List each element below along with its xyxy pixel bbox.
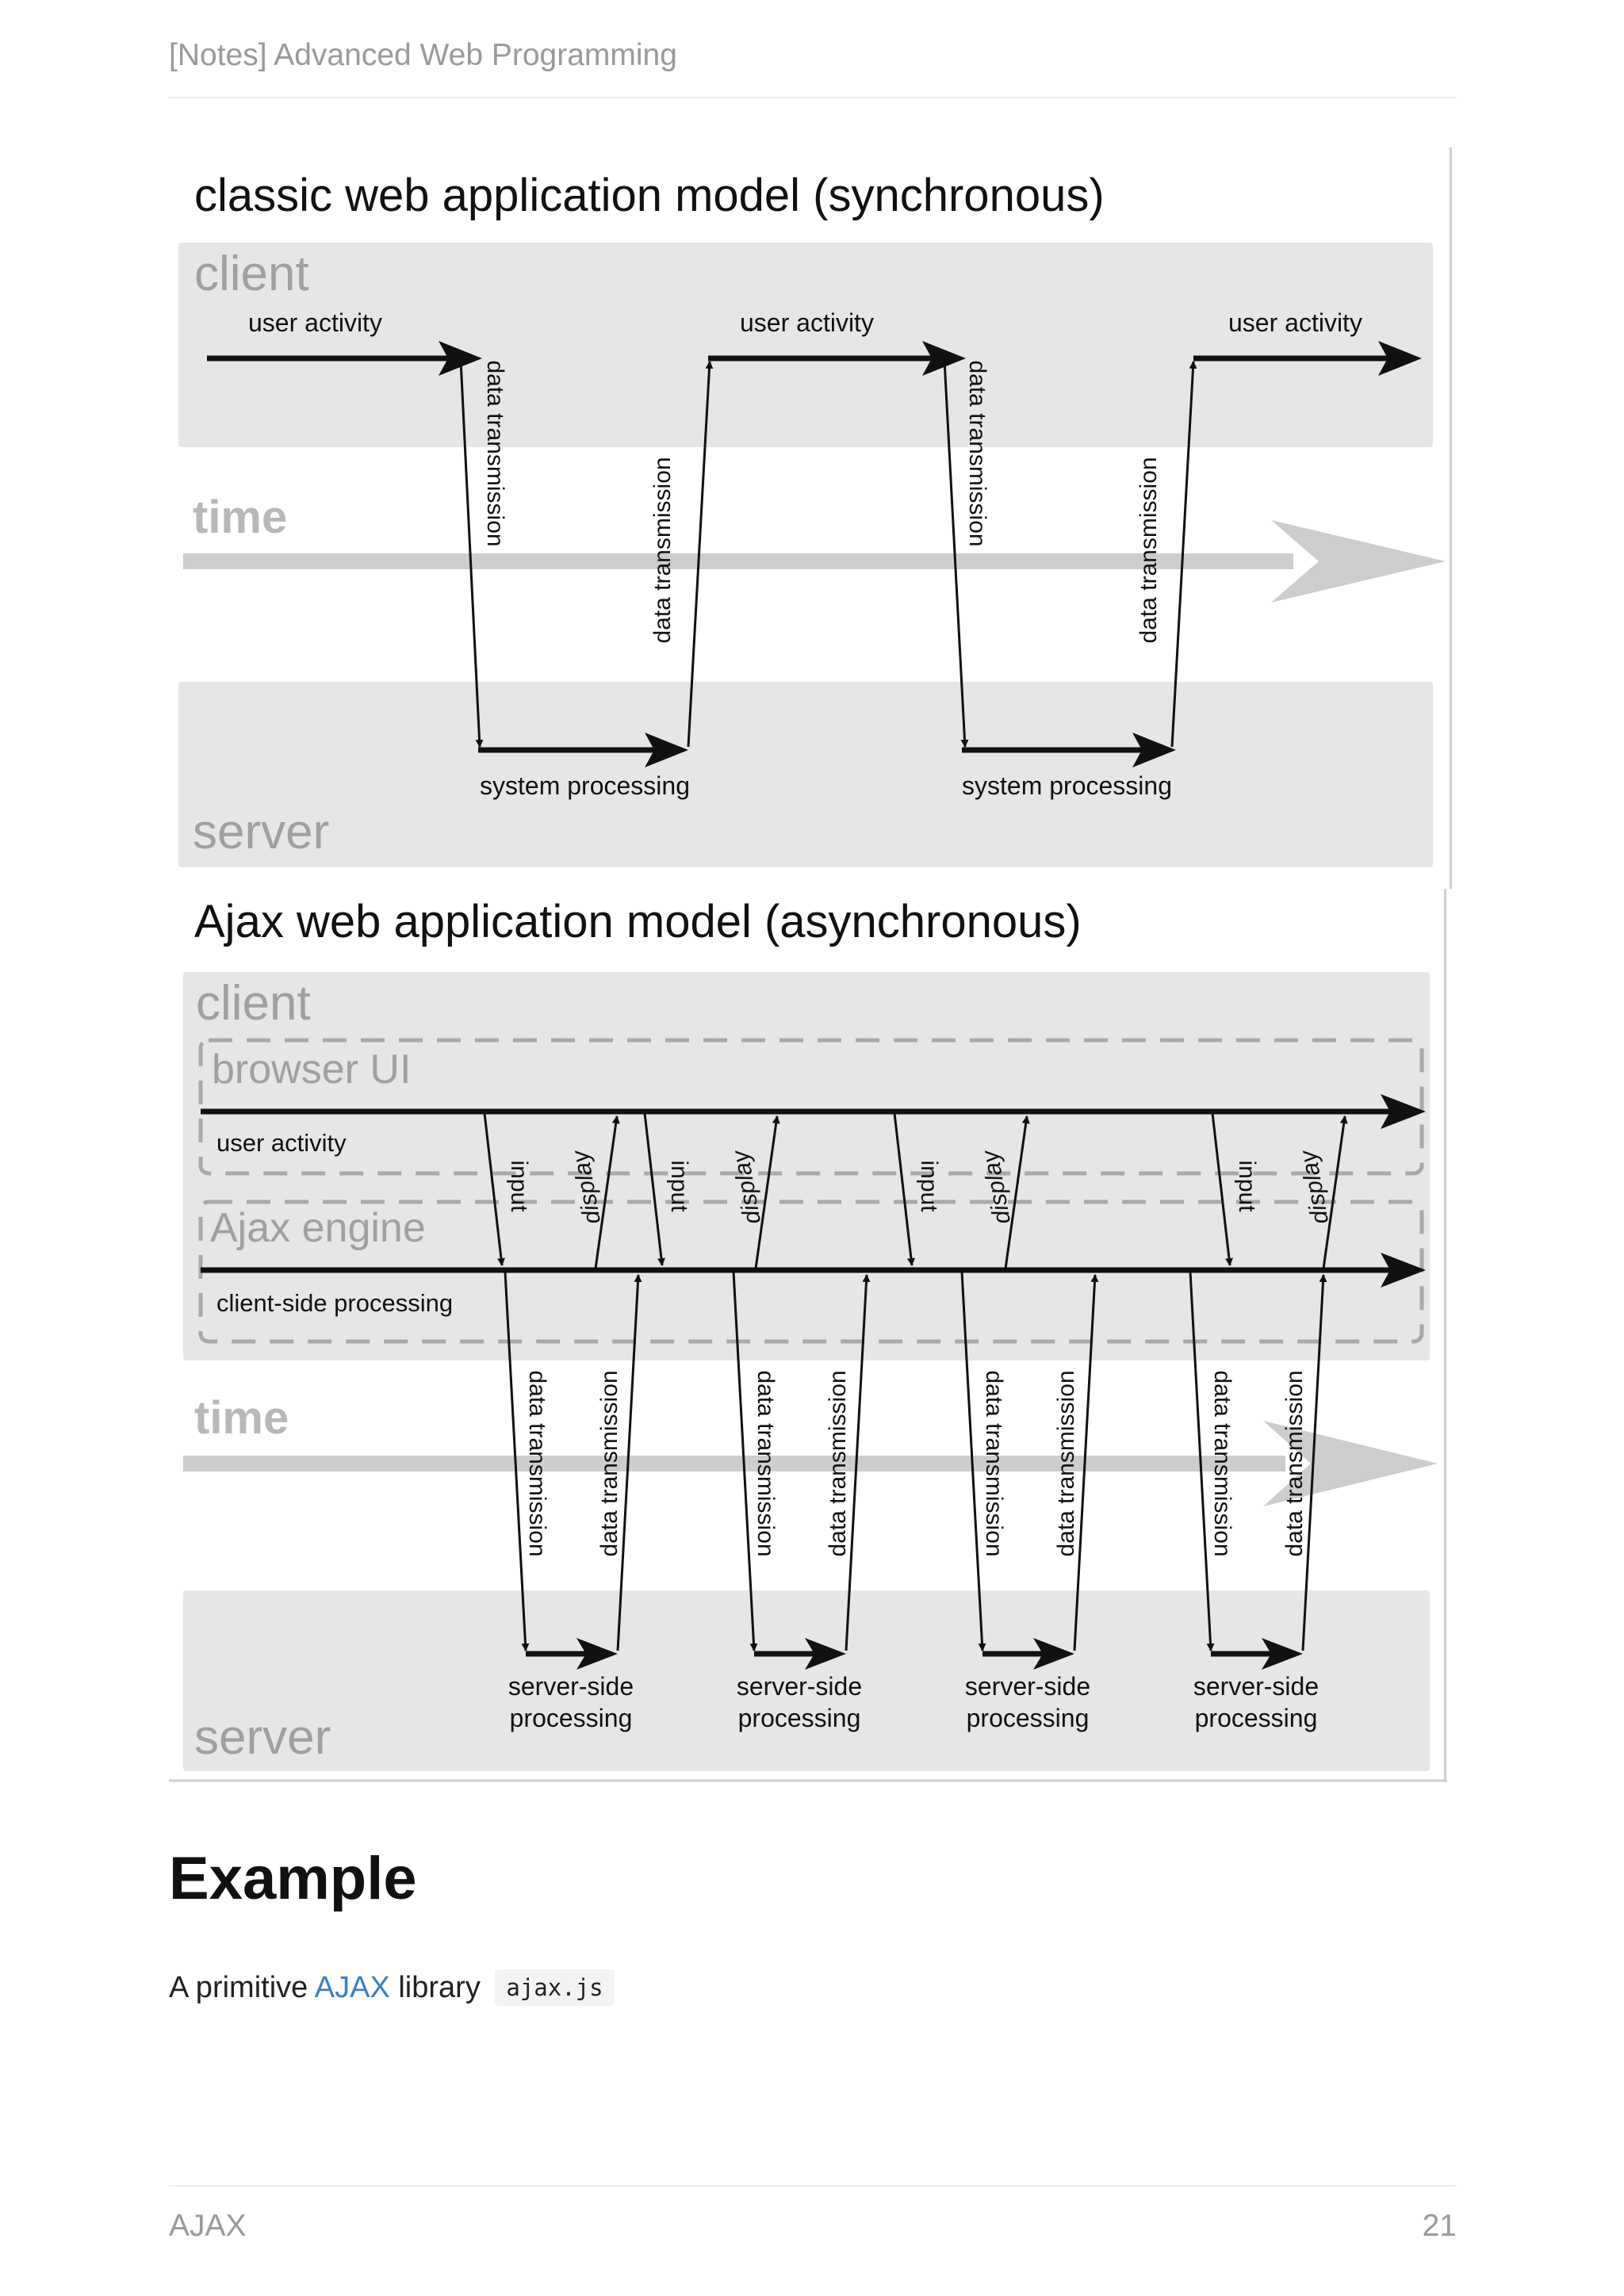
- page-number: 21: [1422, 2209, 1457, 2243]
- display-label-3: display: [977, 1148, 1017, 1226]
- ajax-data-transmission-1: data transmission: [524, 1370, 550, 1557]
- classic-model-title: classic web application model (synchronous): [194, 170, 1105, 221]
- ajax-time-label: time: [194, 1392, 289, 1444]
- ajax-client-label: client: [196, 976, 311, 1031]
- ajax-engine-label: Ajax engine: [210, 1205, 426, 1251]
- ajax-model-title: Ajax web application model (asynchronous): [194, 896, 1082, 947]
- classic-system-processing-2: system processing: [962, 771, 1172, 800]
- classic-data-transmission-3: data transmission: [964, 360, 990, 547]
- input-label-2: input: [666, 1160, 692, 1212]
- display-label-1: display: [567, 1148, 607, 1226]
- ajax-data-transmission-8: data transmission: [1281, 1370, 1308, 1557]
- input-label-4: input: [1234, 1160, 1260, 1212]
- display-label-2: display: [727, 1148, 767, 1226]
- ajax-server-label: server: [194, 1710, 331, 1765]
- footer-chapter: AJAX: [169, 2209, 247, 2243]
- display-label-4: display: [1295, 1148, 1335, 1226]
- server-processing-1-line2: processing: [509, 1704, 633, 1732]
- input-label-3: input: [916, 1160, 942, 1212]
- server-processing-2-line1: server-side: [736, 1672, 863, 1701]
- classic-data-transmission-2: data transmission: [649, 457, 676, 644]
- example-paragraph: [169, 1971, 615, 2005]
- paragraph-text-after: library: [398, 1971, 481, 2004]
- ajax-data-transmission-6: data transmission: [1053, 1370, 1079, 1557]
- ajax-user-activity-label: user activity: [216, 1129, 347, 1157]
- classic-client-label: client: [194, 247, 309, 301]
- server-processing-3-line1: server-side: [964, 1672, 1091, 1701]
- ajax-data-transmission-3: data transmission: [753, 1370, 779, 1557]
- classic-server-label: server: [193, 805, 330, 859]
- section-heading: Example: [169, 1845, 417, 1912]
- ajax-data-transmission-7: data transmission: [1209, 1370, 1235, 1557]
- classic-time-arrow: [183, 520, 1446, 603]
- code-filename: ajax.js: [495, 1969, 614, 2006]
- classic-data-transmission-4: data transmission: [1136, 457, 1162, 644]
- ajax-data-transmission-4: data transmission: [825, 1370, 851, 1557]
- input-label-1: input: [506, 1160, 532, 1212]
- server-processing-4-line2: processing: [1194, 1704, 1318, 1732]
- server-processing-2-line2: processing: [737, 1704, 861, 1732]
- paragraph-text-before: A primitive: [169, 1971, 308, 2004]
- classic-time-label: time: [193, 492, 288, 543]
- header-divider: [169, 97, 1457, 98]
- running-header: [Notes] Advanced Web Programming: [169, 38, 677, 72]
- classic-user-activity-1: user activity: [248, 308, 382, 337]
- ajax-link[interactable]: AJAX: [314, 1971, 390, 2004]
- footer-divider: [169, 2185, 1457, 2187]
- classic-user-activity-2: user activity: [740, 308, 874, 337]
- ajax-data-transmission-5: data transmission: [981, 1370, 1007, 1557]
- classic-system-processing-1: system processing: [480, 771, 690, 800]
- browser-ui-label: browser UI: [212, 1047, 412, 1093]
- client-side-processing-label: client-side processing: [216, 1289, 454, 1317]
- ajax-time-arrow: [183, 1421, 1438, 1506]
- classic-data-transmission-1: data transmission: [482, 360, 508, 547]
- ajax-data-transmission-2: data transmission: [596, 1370, 622, 1557]
- server-processing-1-line1: server-side: [508, 1672, 634, 1701]
- server-processing-4-line1: server-side: [1193, 1672, 1320, 1701]
- server-processing-3-line2: processing: [966, 1704, 1090, 1732]
- classic-user-activity-3: user activity: [1228, 308, 1362, 337]
- ajax-model-diagram: [169, 147, 1457, 1782]
